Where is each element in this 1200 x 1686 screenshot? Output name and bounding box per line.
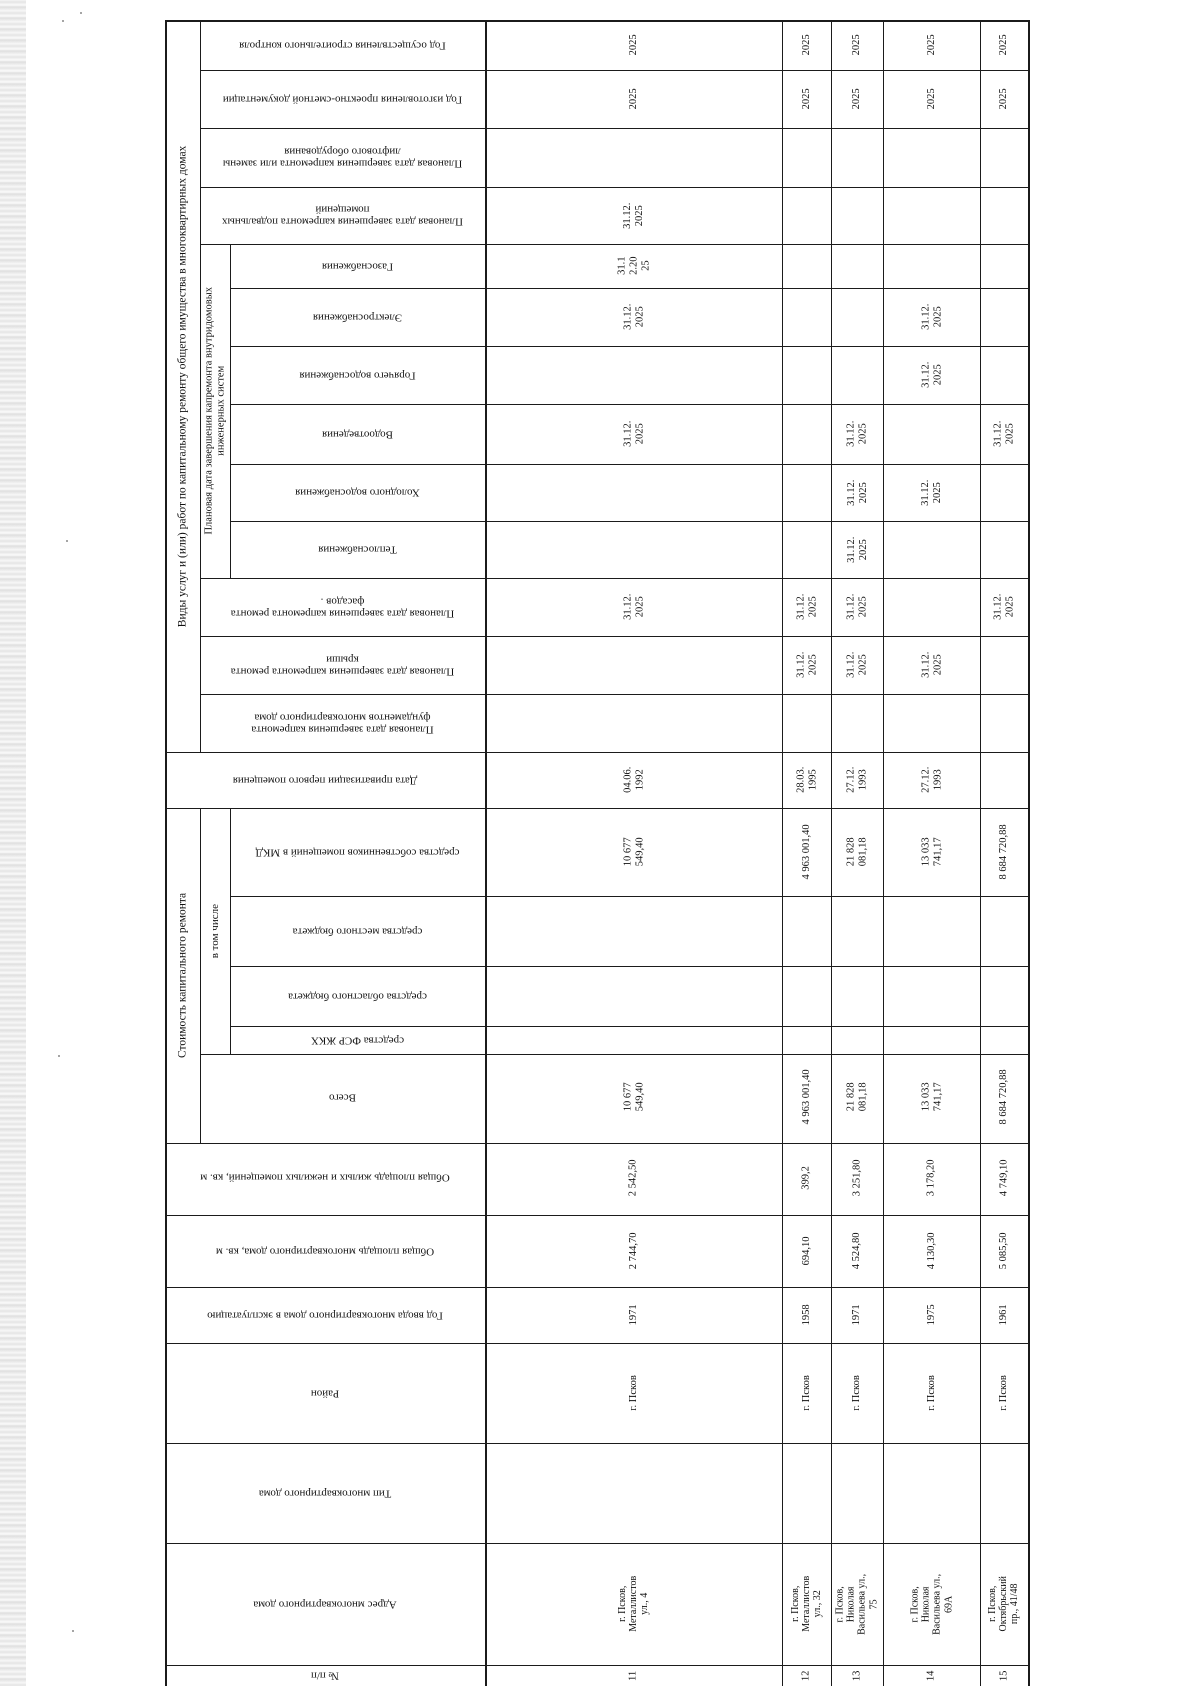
column-header-design-year-text: Год изготовления проектно-сметной документации [222,93,463,106]
cell-owners-funds [832,809,882,895]
column-header-supervision-year [202,21,483,69]
cell-sewerage [783,405,830,463]
scan-speck [80,12,82,14]
cell-owners-funds-text: 21 828 081,18 [845,837,868,867]
cell-elevator [981,129,1027,186]
cell-cost-total [783,1055,830,1139]
cell-privatization-date [783,753,830,807]
cell-foundation [783,695,830,751]
cell-year-built-text: 1961 [998,1304,1010,1326]
cell-local-budget [981,897,1027,965]
scan-speck [72,1630,74,1632]
column-header-district [167,1344,483,1442]
column-header-regional-budget-text: средства областного бюджета [288,990,427,1003]
cell-hot-water [884,347,979,403]
cell-year-built [832,1288,882,1342]
column-header-hot-water [232,347,483,403]
cell-regional-budget [981,967,1027,1025]
scan-speck [58,1055,60,1057]
cell-cold-water [783,465,830,520]
cell-total-area-text: 5 085,50 [998,1232,1010,1270]
cell-cost-total [832,1055,882,1139]
cell-num-text: 12 [800,1670,812,1681]
cell-sewerage [832,405,882,463]
column-header-year-built [167,1288,483,1342]
cell-address-text: г. Псков, Металлистов ул., 4 [616,1576,651,1632]
cell-cold-water [884,465,979,520]
cell-premises-area-text: 3 251,80 [851,1159,863,1196]
cell-foundation [981,695,1027,751]
group-header-works [165,20,200,752]
cell-design-year-text: 2025 [998,88,1010,110]
cell-roof [884,637,979,693]
column-header-heating [232,522,483,577]
column-header-facade-text: Плановая дата завершения капремонта ремонта фасадов . [230,595,455,620]
cell-privatization-date-text: 04.06. 1992 [621,766,645,794]
cell-regional-budget [832,967,882,1025]
column-header-roof-text: Плановая дата завершения капремонта ремонта крыши [230,653,455,678]
column-header-address [167,1544,483,1664]
cell-sewerage [981,405,1027,463]
cell-district-text: г. Псков [627,1375,639,1411]
cell-sewerage [884,405,979,463]
cell-num [486,1666,781,1685]
scan-speck [66,540,68,542]
table-rule [230,244,231,578]
cell-heating [981,522,1027,577]
group-header-cost-sub [200,808,230,1054]
cell-address [981,1544,1027,1664]
cell-num-text: 14 [925,1670,937,1681]
cell-num [783,1666,830,1685]
cell-basement-text: 31.12. 2025 [621,202,645,229]
column-header-cold-water [232,465,483,520]
cell-gas [783,245,830,287]
cell-roof [783,637,830,693]
cell-cost-total [486,1055,781,1139]
cell-basement [981,188,1027,243]
column-header-district-text: Район [310,1387,340,1400]
cell-roof [981,637,1027,693]
column-header-foundation [202,695,483,751]
cell-premises-area-text: 3 178,20 [925,1159,937,1196]
cell-gas [884,245,979,287]
cell-premises-area [981,1141,1027,1214]
column-header-premises-area-text: Общая площадь жилых и нежилых помещений, кв. м [200,1171,450,1184]
cell-roof [486,637,781,693]
cell-address-text: г. Псков, Октябрьский пр., 41/48 [987,1576,1021,1632]
cell-total-area [486,1216,781,1286]
cell-num-text: 13 [851,1670,863,1681]
column-header-sewerage-text: Водоотведения [322,428,393,441]
cell-cold-water [486,465,781,520]
column-header-cost-total [202,1055,483,1139]
column-header-year-built-text: Год ввода многоквартирного дома в эксплуатацию [207,1309,443,1322]
cell-owners-funds [884,809,979,895]
cell-basement [884,188,979,243]
cell-roof-text: 31.12. 2025 [919,651,943,679]
cell-address-text: г. Псков, Николая Васильева ул., 75 [834,1573,880,1635]
column-header-electricity-text: Электроснабжения [312,311,403,324]
cell-facade-text: 31.12. 2025 [845,593,868,621]
cell-total-area [832,1216,882,1286]
cell-fund [884,1027,979,1053]
cell-total-area [981,1216,1027,1286]
cell-privatization-date-text: 27.12. 1993 [845,766,868,794]
cell-design-year [486,71,781,127]
cell-premises-area [832,1141,882,1214]
cell-district [884,1344,979,1442]
cell-owners-funds-text: 8 684 720,88 [998,824,1010,880]
cell-supervision-year [783,21,830,69]
column-header-sewerage [232,405,483,463]
cell-privatization-date [981,753,1027,807]
cell-address [486,1544,781,1664]
cell-foundation [486,695,781,751]
group-header-works-text: Виды услуг и (или) работ по капитальному ремонту общего имущества в многоквартирных домах [176,145,189,627]
cell-cold-water-text: 31.12. 2025 [845,479,868,506]
cell-hot-water [486,347,781,403]
cell-basement [783,188,830,243]
cell-address [884,1544,979,1664]
cell-facade [783,579,830,635]
column-header-elevator-text: Плановая дата завершения капремонта или замены лифтового оборудования [222,145,463,170]
column-header-design-year [202,71,483,127]
column-header-cold-water-text: Холодного водоснабжения [295,486,420,499]
column-header-premises-area [167,1141,483,1214]
cell-district-text: г. Псков [800,1375,812,1411]
column-header-owners-funds-text: средства собственников помещений в МКД [255,846,460,859]
cell-cold-water [832,465,882,520]
cell-local-budget [832,897,882,965]
cell-design-year [783,71,830,127]
cell-cold-water-text: 31.12. 2025 [919,479,943,506]
cell-elevator [832,129,882,186]
cell-district-text: г. Псков [998,1375,1010,1411]
cell-cold-water [981,465,1027,520]
column-header-num-text: № п/п [310,1669,340,1682]
cell-supervision-year [884,21,979,69]
cell-design-year-text: 2025 [851,88,863,110]
column-header-facade [202,579,483,635]
column-header-basement [202,188,483,243]
column-header-heating-text: Теплоснабжения [318,543,397,556]
cell-type [981,1444,1027,1542]
cell-total-area-text: 2 744,70 [627,1232,639,1270]
cell-type [884,1444,979,1542]
cell-facade [486,579,781,635]
cell-fund [486,1027,781,1053]
cell-district-text: г. Псков [851,1375,863,1411]
column-header-electricity [232,289,483,345]
cell-type [783,1444,830,1542]
cell-total-area [884,1216,979,1286]
group-header-cost-text: Стоимость капитального ремонта [176,892,189,1059]
cell-supervision-year [981,21,1027,69]
cell-design-year [884,71,979,127]
column-header-elevator [202,129,483,186]
cell-district-text: г. Псков [925,1375,937,1411]
cell-regional-budget [783,967,830,1025]
column-header-fund-text: средства ФСР ЖКХ [310,1034,405,1047]
column-header-type-text: Тип многоквартирного дома [258,1487,392,1500]
cell-design-year [981,71,1027,127]
cell-cost-total-text: 13 033 741,17 [919,1082,943,1112]
cell-supervision-year-text: 2025 [925,34,937,56]
cell-heating [832,522,882,577]
column-header-fund [232,1027,483,1053]
cell-elevator [783,129,830,186]
cell-supervision-year-text: 2025 [800,34,812,56]
cell-hot-water [981,347,1027,403]
cell-heating [884,522,979,577]
cell-elevator [486,129,781,186]
cell-address-text: г. Псков, Металлистов ул., 32 [789,1576,824,1632]
cell-heating [783,522,830,577]
cell-supervision-year [486,21,781,69]
table-rule [1028,20,1029,1686]
cell-electricity-text: 31.12. 2025 [621,303,645,331]
cell-district [486,1344,781,1442]
group-header-cost-sub-text: в том числе [208,903,221,959]
scan-edge-artifact [0,0,26,1686]
cell-cost-total [884,1055,979,1139]
cell-privatization-date [832,753,882,807]
cell-electricity [832,289,882,345]
cell-roof-text: 31.12. 2025 [845,651,868,679]
cell-supervision-year-text: 2025 [851,34,863,56]
cell-year-built-text: 1958 [800,1304,812,1326]
column-header-local-budget [232,897,483,965]
cell-privatization-date [486,753,781,807]
cell-premises-area [884,1141,979,1214]
cell-premises-area [486,1141,781,1214]
group-header-cost [165,808,200,1143]
cell-cost-total-text: 8 684 720,88 [998,1069,1010,1125]
cell-type [486,1444,781,1542]
cell-design-year-text: 2025 [925,88,937,110]
column-header-roof [202,637,483,693]
cell-regional-budget [884,967,979,1025]
cell-district [832,1344,882,1442]
cell-num [884,1666,979,1685]
cell-gas [832,245,882,287]
cell-supervision-year-text: 2025 [998,34,1010,56]
cell-facade [832,579,882,635]
column-header-local-budget-text: средства местного бюджета [292,925,423,938]
group-header-engineering [200,244,230,578]
cell-local-budget [486,897,781,965]
cell-year-built-text: 1971 [627,1304,639,1326]
cell-foundation [832,695,882,751]
column-header-total-area [167,1216,483,1286]
cell-sewerage-text: 31.12. 2025 [992,420,1015,448]
cell-roof [832,637,882,693]
cell-local-budget [783,897,830,965]
column-header-cost-total-text: Всего [329,1091,356,1104]
cell-year-built-text: 1975 [925,1304,937,1326]
cell-num-text: 11 [627,1670,639,1681]
column-header-basement-text: Плановая дата завершения капремонта подвальных помещений [222,203,463,228]
column-header-privatization-date [167,753,483,807]
cell-owners-funds-text: 4 963 001,40 [800,824,812,880]
cell-owners-funds [783,809,830,895]
column-header-foundation-text: Плановая дата завершения капремонта фундаментов многоквартирного дома [251,711,434,736]
cell-sewerage-text: 31.12. 2025 [621,420,645,448]
column-header-type [167,1444,483,1542]
cell-cost-total-text: 10 677 549,40 [621,1082,645,1112]
cell-cost-total [981,1055,1027,1139]
cell-cost-total-text: 4 963 001,40 [800,1069,812,1125]
column-header-owners-funds [232,809,483,895]
cell-privatization-date [884,753,979,807]
cell-heating-text: 31.12. 2025 [845,536,868,563]
cell-sewerage-text: 31.12. 2025 [845,420,868,448]
cell-total-area-text: 4 130,30 [925,1232,937,1270]
cell-gas-text: 31.1 2.20 25 [615,256,651,276]
column-header-gas-text: Газоснабжения [321,260,394,273]
cell-total-area [783,1216,830,1286]
cell-year-built-text: 1971 [851,1304,863,1326]
cell-total-area-text: 694,10 [800,1236,812,1266]
cell-electricity [884,289,979,345]
cell-owners-funds [981,809,1027,895]
cell-total-area-text: 4 524,80 [851,1232,863,1270]
cell-num-text: 15 [998,1670,1010,1681]
cell-gas [486,245,781,287]
cell-facade-text: 31.12. 2025 [794,593,818,621]
cell-year-built [981,1288,1027,1342]
column-header-address-text: Адрес многоквартирного дома [253,1598,397,1611]
cell-year-built [884,1288,979,1342]
cell-hot-water [832,347,882,403]
cell-hot-water-text: 31.12. 2025 [919,361,943,389]
cell-facade [884,579,979,635]
cell-num [832,1666,882,1685]
cell-local-budget [884,897,979,965]
cell-privatization-date-text: 28.03. 1995 [794,766,818,794]
cell-design-year-text: 2025 [627,88,639,110]
cell-facade-text: 31.12. 2025 [992,593,1015,621]
cell-cost-total-text: 21 828 081,18 [845,1082,868,1112]
cell-type [832,1444,882,1542]
column-header-hot-water-text: Горячего водоснабжения [299,369,416,382]
cell-address [783,1544,830,1664]
cell-privatization-date-text: 27.12. 1993 [919,766,943,794]
cell-basement [832,188,882,243]
cell-district [981,1344,1027,1442]
cell-supervision-year [832,21,882,69]
cell-fund [783,1027,830,1053]
cell-premises-area-text: 4 749,10 [998,1159,1010,1196]
group-header-engineering-text: Плановая дата завершения капремонта внутридомовых инженерных систем [203,287,226,535]
cell-facade [981,579,1027,635]
cell-owners-funds [486,809,781,895]
cell-premises-area [783,1141,830,1214]
cell-fund [981,1027,1027,1053]
column-header-privatization-date-text: Дата приватизации первого помещения [232,774,418,787]
cell-heating [486,522,781,577]
cell-regional-budget [486,967,781,1025]
column-header-regional-budget [232,967,483,1025]
cell-premises-area-text: 399,2 [800,1165,812,1190]
column-header-total-area-text: Общая площадь многоквартирного дома, кв. м [215,1245,435,1258]
cell-address [832,1544,882,1664]
cell-num [981,1666,1027,1685]
cell-owners-funds-text: 10 677 549,40 [621,837,645,867]
cell-fund [832,1027,882,1053]
cell-electricity-text: 31.12. 2025 [919,303,943,331]
cell-design-year [832,71,882,127]
cell-facade-text: 31.12. 2025 [621,593,645,621]
cell-hot-water [783,347,830,403]
cell-roof-text: 31.12. 2025 [794,651,818,679]
cell-address-text: г. Псков, Николая Васильева ул., 69А [909,1573,954,1635]
cell-year-built [486,1288,781,1342]
column-header-gas [232,245,483,287]
cell-basement [486,188,781,243]
cell-design-year-text: 2025 [800,88,812,110]
column-header-supervision-year-text: Год осуществления строительного контроля [239,39,446,52]
cell-district [783,1344,830,1442]
cell-supervision-year-text: 2025 [627,34,639,56]
cell-elevator [884,129,979,186]
cell-owners-funds-text: 13 033 741,17 [919,837,943,867]
cell-gas [981,245,1027,287]
table-rule [230,808,231,1054]
cell-foundation [884,695,979,751]
cell-electricity [981,289,1027,345]
scan-speck [62,20,64,22]
cell-sewerage [486,405,781,463]
cell-year-built [783,1288,830,1342]
cell-premises-area-text: 2 542,50 [627,1159,639,1196]
cell-electricity [783,289,830,345]
cell-electricity [486,289,781,345]
column-header-num [167,1666,483,1685]
